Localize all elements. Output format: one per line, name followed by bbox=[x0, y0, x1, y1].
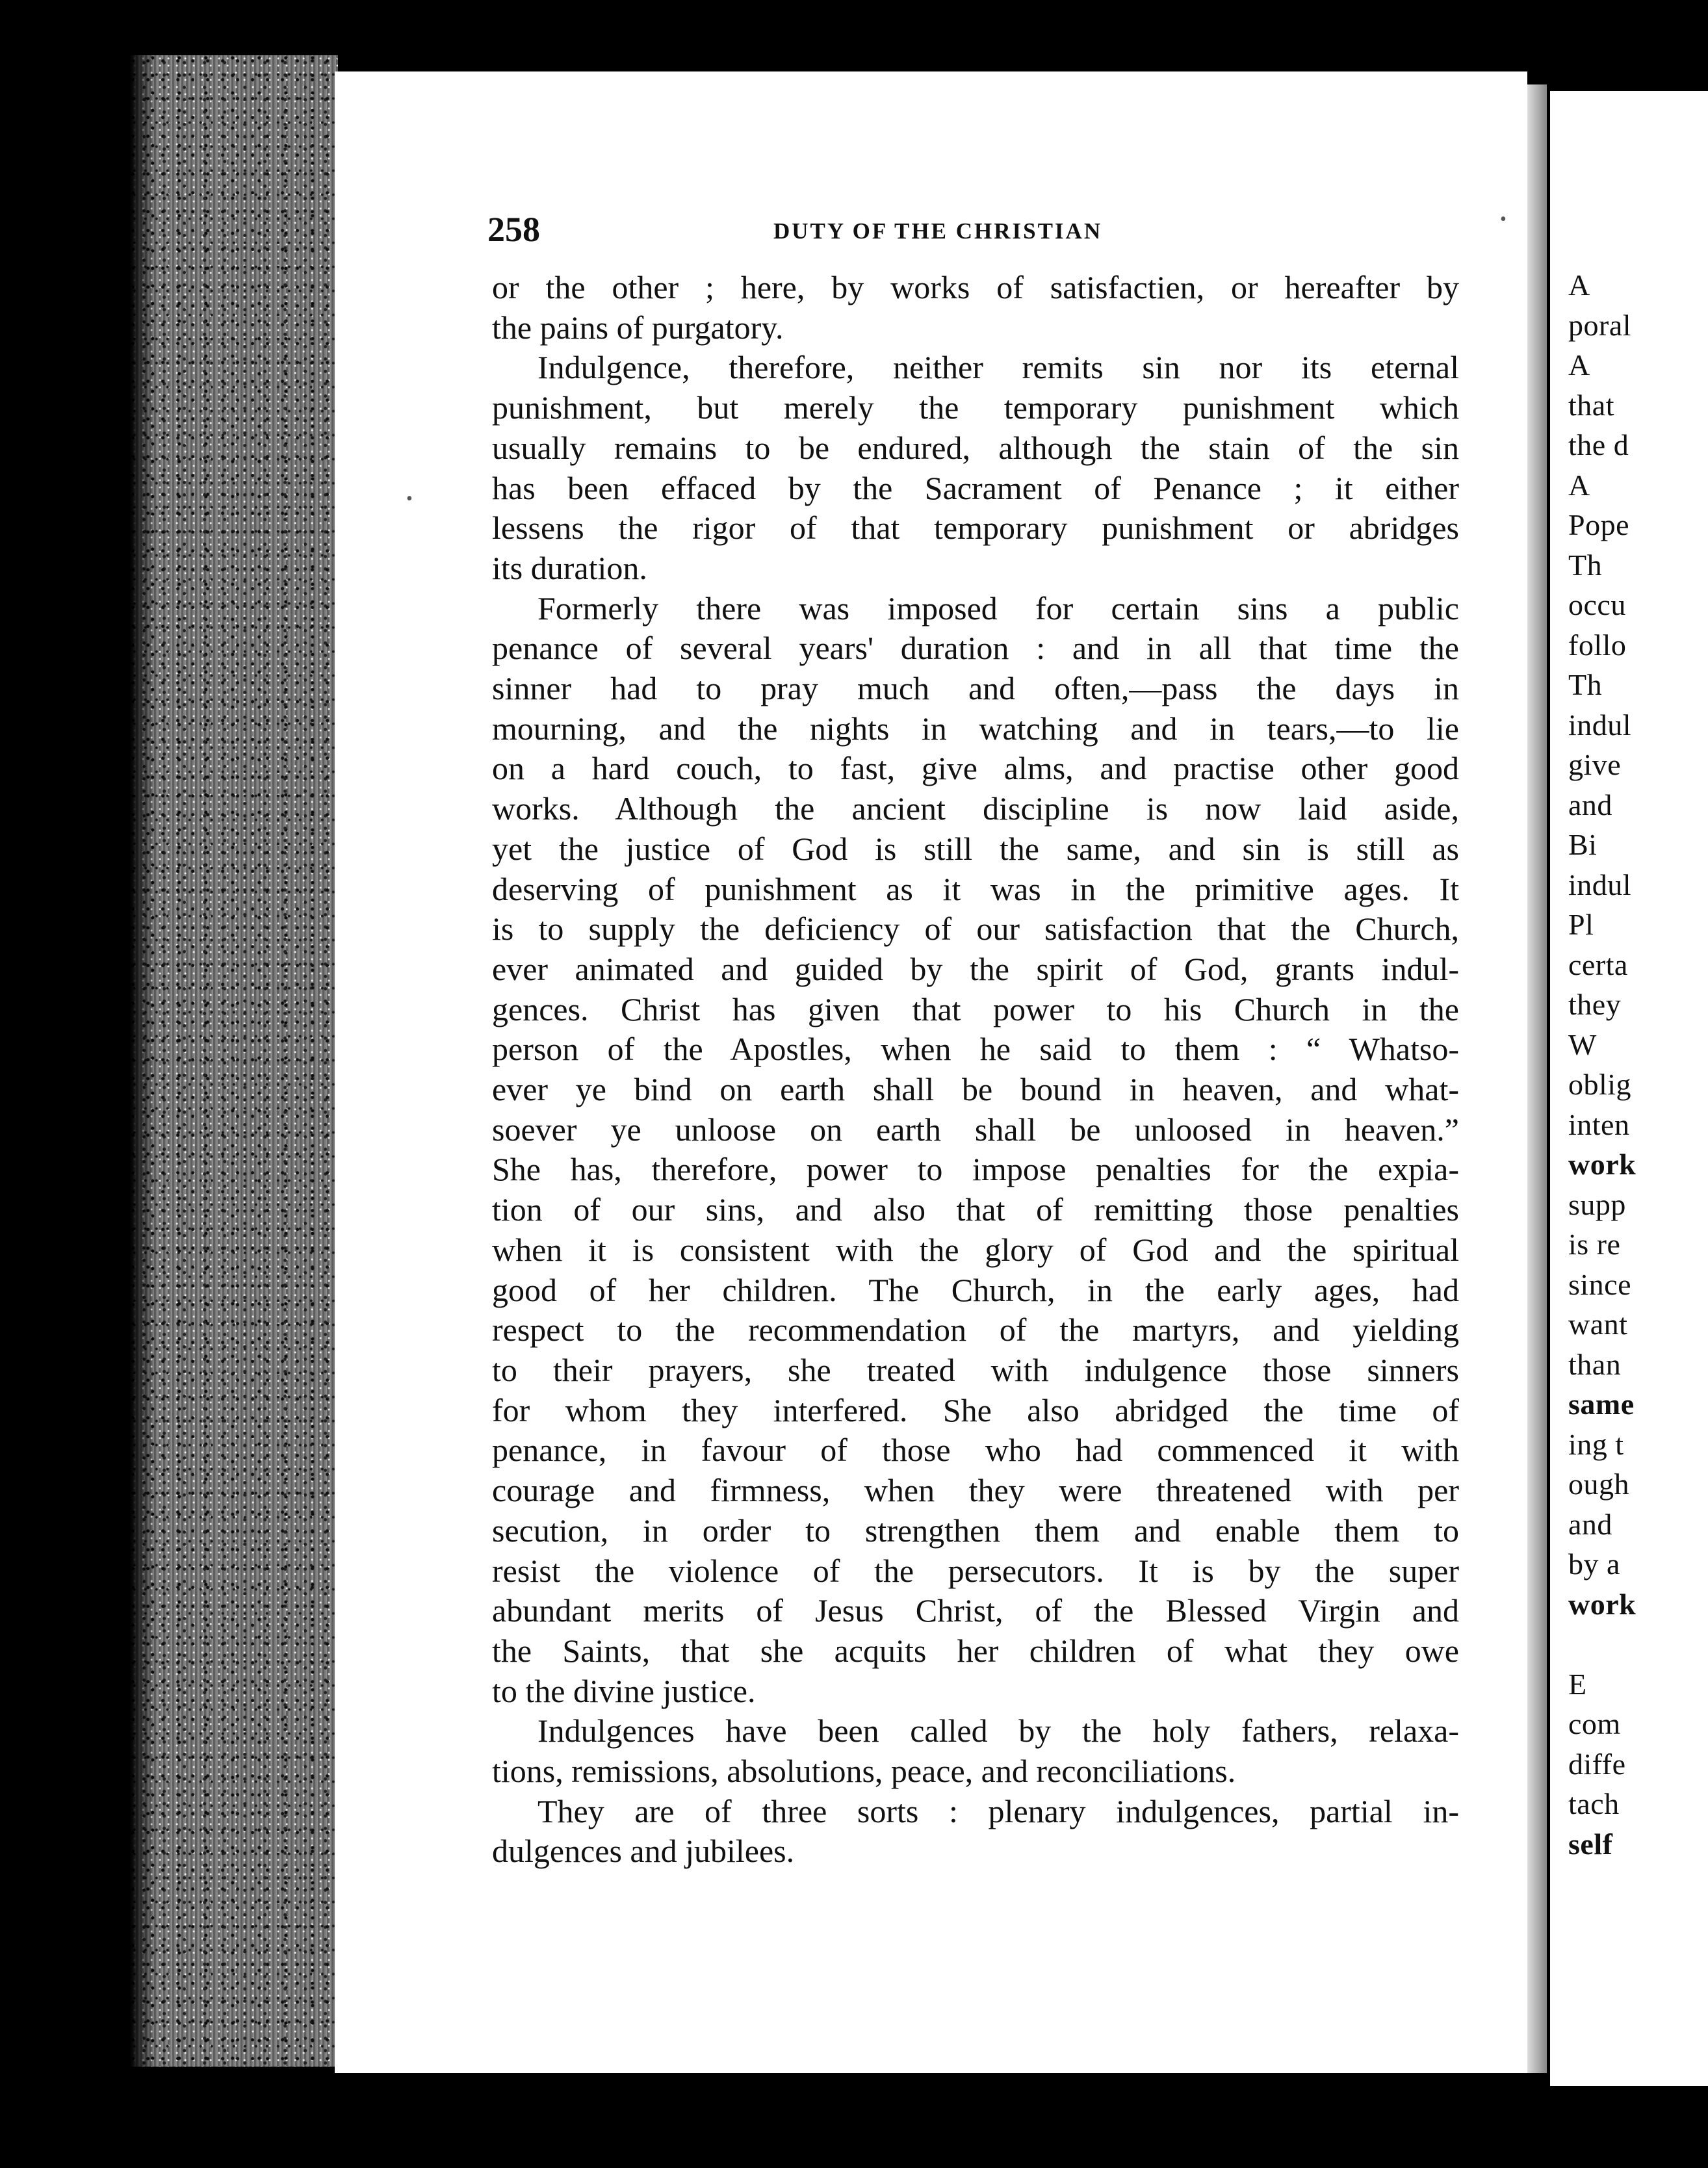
text-line: to the divine justice. bbox=[492, 1672, 756, 1709]
text-line: gences. Christ has given that power to his Church in the bbox=[492, 990, 1459, 1027]
right-page-partial bbox=[1550, 91, 1708, 2086]
page-gutter bbox=[1527, 84, 1547, 2073]
text-line: mourning, and the nights in watching and in tears,—to lie bbox=[492, 710, 1459, 747]
text-line: its duration. bbox=[492, 549, 647, 586]
right-page-fragment: and bbox=[1568, 788, 1612, 821]
text-line: Indulgences have been called by the holy fathers, relaxa- bbox=[537, 1712, 1459, 1749]
body-text bbox=[492, 268, 1459, 1872]
right-page-fragment: and bbox=[1568, 1507, 1612, 1541]
text-line: the pains of purgatory. bbox=[492, 309, 784, 346]
right-page-fragment: com bbox=[1568, 1707, 1621, 1740]
text-line: secution, in order to strengthen them and enable them to bbox=[492, 1512, 1459, 1549]
text-line: works. Although the ancient discipline is now laid aside, bbox=[492, 790, 1459, 827]
right-page-fragment: same bbox=[1568, 1387, 1635, 1421]
text-line: or the other ; here, by works of satisfactien, or hereafter by bbox=[492, 269, 1459, 305]
right-page-fragment: since bbox=[1568, 1267, 1632, 1301]
text-line: They are of three sorts : plenary indulgences, partial in- bbox=[537, 1792, 1459, 1829]
right-page-fragment: indul bbox=[1568, 868, 1632, 901]
right-page-fragment: W bbox=[1568, 1027, 1597, 1061]
right-page-fragment: inten bbox=[1568, 1107, 1630, 1141]
text-line: Formerly there was imposed for certain sins a public bbox=[537, 589, 1459, 626]
right-page-fragment: supp bbox=[1568, 1187, 1626, 1221]
ink-speck: • bbox=[406, 489, 413, 509]
text-line: on a hard couch, to fast, give alms, and practise other good bbox=[492, 750, 1459, 787]
right-page-fragment: by a bbox=[1568, 1547, 1620, 1581]
text-line: ever ye bind on earth shall be bound in heaven, and what- bbox=[492, 1071, 1459, 1108]
right-page-fragment: Th bbox=[1568, 548, 1603, 582]
text-line: punishment, but merely the temporary punishment which bbox=[492, 389, 1459, 426]
right-page-fragment: give bbox=[1568, 748, 1622, 781]
text-line: has been effaced by the Sacrament of Penance ; it either bbox=[492, 469, 1459, 506]
text-line: courage and firmness, when they were threatened with per bbox=[492, 1472, 1459, 1509]
right-page-fragment: tach bbox=[1568, 1787, 1620, 1820]
text-line: resist the violence of the persecutors. It is by the super bbox=[492, 1552, 1459, 1589]
right-page-fragment: poral bbox=[1568, 308, 1632, 342]
right-page-fragment: work bbox=[1568, 1148, 1637, 1181]
text-line: tions, remissions, absolutions, peace, and reconciliations. bbox=[492, 1753, 1236, 1790]
text-line: dulgences and jubilees. bbox=[492, 1833, 795, 1870]
text-line: good of her children. The Church, in the early ages, had bbox=[492, 1271, 1459, 1308]
text-line: Indulgence, therefore, neither remits sin nor its eternal bbox=[537, 349, 1459, 386]
right-page-fragment: diffe bbox=[1568, 1747, 1626, 1781]
text-line: ever animated and guided by the spirit of God, grants indul- bbox=[492, 950, 1459, 987]
right-page-fragment: certa bbox=[1568, 948, 1628, 981]
book-edge-shadow bbox=[130, 55, 156, 2067]
text-line: usually remains to be endured, although the stain of the sin bbox=[492, 429, 1459, 466]
text-line: penance, in favour of those who had commenced it with bbox=[492, 1432, 1459, 1469]
right-page-fragment: self bbox=[1568, 1827, 1613, 1861]
right-page-fragment: A bbox=[1568, 348, 1590, 381]
text-line: tion of our sins, and also that of remitting those penalties bbox=[492, 1191, 1459, 1228]
right-page-fragment: is re bbox=[1568, 1228, 1621, 1261]
right-page-fragment: Bi bbox=[1568, 828, 1598, 861]
right-page-fragment: Th bbox=[1568, 668, 1603, 701]
right-page-fragment: want bbox=[1568, 1308, 1628, 1341]
text-line: soever ye unloose on earth shall be unloosed in heaven.” bbox=[492, 1111, 1459, 1148]
right-page-fragment: oblig bbox=[1568, 1068, 1632, 1101]
text-line: person of the Apostles, when he said to them : “ Whatso- bbox=[492, 1031, 1459, 1068]
text-line: penance of several years' duration : and in all that time the bbox=[492, 630, 1459, 667]
right-page-fragment: that bbox=[1568, 388, 1614, 422]
right-page-fragment: work bbox=[1568, 1587, 1637, 1621]
right-page-fragment: indul bbox=[1568, 708, 1632, 742]
text-line: for whom they interfered. She also abridged the time of bbox=[492, 1391, 1459, 1428]
paragraph bbox=[492, 589, 1459, 1712]
paragraph bbox=[492, 1792, 1459, 1872]
paragraph bbox=[492, 1711, 1459, 1791]
text-line: the Saints, that she acquits her children of what they owe bbox=[492, 1632, 1459, 1669]
text-line: lessens the rigor of that temporary punishment or abridges bbox=[492, 510, 1459, 547]
text-line: She has, therefore, power to impose penalties for the expia- bbox=[492, 1151, 1459, 1188]
text-line: abundant merits of Jesus Christ, of the Blessed Virgin and bbox=[492, 1592, 1459, 1629]
right-page-fragment: occu bbox=[1568, 588, 1626, 621]
right-page-fragment: than bbox=[1568, 1347, 1622, 1381]
running-title: DUTY OF THE CHRISTIAN bbox=[773, 218, 1103, 244]
right-page-fragment: ing t bbox=[1568, 1427, 1624, 1461]
right-page-fragment: the d bbox=[1568, 428, 1629, 461]
text-line: respect to the recommendation of the martyrs, and yielding bbox=[492, 1311, 1459, 1349]
right-page-fragment: Pope bbox=[1568, 508, 1629, 541]
text-line: to their prayers, she treated with indulgence those sinners bbox=[492, 1351, 1459, 1388]
book-fore-edge bbox=[130, 55, 338, 2067]
right-page-fragment: A bbox=[1568, 468, 1590, 502]
right-page-fragment: follo bbox=[1568, 628, 1627, 662]
right-page-fragment: they bbox=[1568, 988, 1622, 1021]
paragraph bbox=[492, 268, 1459, 348]
right-page-fragment: A bbox=[1568, 268, 1590, 302]
right-page-fragment: E bbox=[1568, 1667, 1587, 1701]
text-line: when it is consistent with the glory of God and the spiritual bbox=[492, 1231, 1459, 1268]
right-page-fragment: Pl bbox=[1568, 908, 1594, 941]
ink-speck: • bbox=[1500, 209, 1507, 229]
paragraph bbox=[492, 348, 1459, 588]
text-line: sinner had to pray much and often,—pass the days in bbox=[492, 670, 1459, 707]
text-line: deserving of punishment as it was in the primitive ages. It bbox=[492, 870, 1459, 907]
page-number: 258 bbox=[487, 210, 540, 249]
text-line: yet the justice of God is still the same, and sin is still as bbox=[492, 830, 1459, 867]
right-page-fragment: ough bbox=[1568, 1467, 1629, 1501]
text-line: is to supply the deficiency of our satisfaction that the Church, bbox=[492, 910, 1459, 948]
